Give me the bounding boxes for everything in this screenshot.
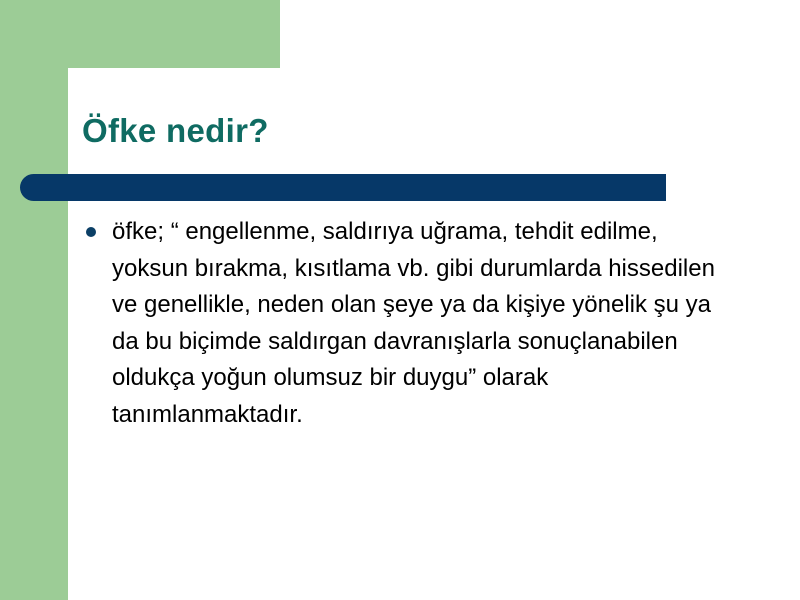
title-divider-bar: [20, 174, 666, 201]
decorative-green-band-left: [0, 0, 68, 600]
list-item: [84, 214, 724, 433]
bullet-icon: [86, 227, 96, 237]
decorative-green-band-top: [68, 0, 280, 68]
bullet-text: öfke; “ engellenme, saldırıya uğrama, tehdit edilme, yoksun bırakma, kısıtlama vb. gibi durumlarda hissedilen ve genellikle, neden olan şeye ya da kişiye yönelik şu ya da bu biçimde saldırgan davranışlarla sonuçlanabilen oldukça yoğun olumsuz bir duygu” olarak tanımlanmaktadır.: [112, 218, 715, 428]
slide-title: Öfke nedir?: [82, 112, 269, 149]
bullet-list: [84, 214, 724, 433]
